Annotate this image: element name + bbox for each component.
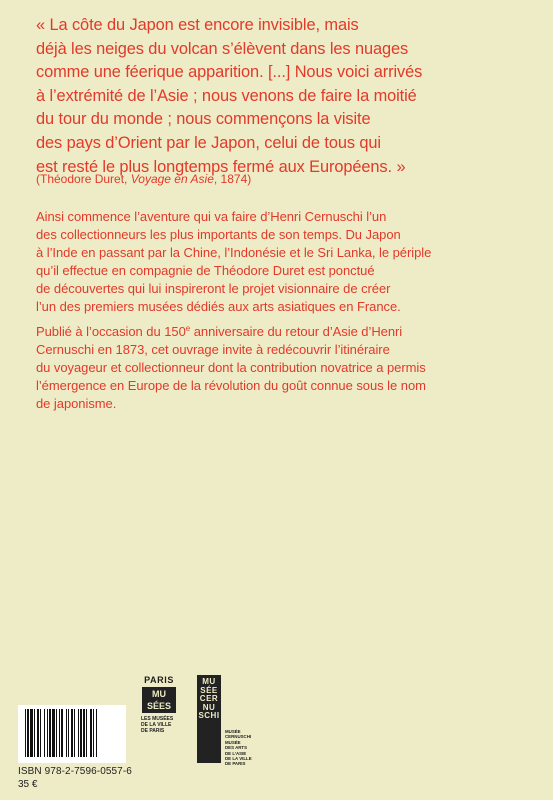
logo-sub-text: LES MUSÉES [141,716,174,722]
logo-sub-text: DE LA VILLE [141,722,172,728]
barcode-bar [90,709,92,757]
barcode-bar [44,709,45,757]
citation-work: Voyage en Asie [130,172,214,186]
barcode-bar [52,709,55,757]
paris-musees-title: PARIS [144,675,174,685]
quote-line: comme une féerique apparition. [...] Nous voici arrivés [36,63,423,82]
logo-sub-text: DE PARIS [225,761,246,767]
barcode-bar [59,709,60,757]
barcode-bar [96,709,97,757]
logo-sub-text: DE PARIS [141,728,165,734]
barcode-bar [71,709,73,757]
paris-musees-subtitle [137,716,181,734]
paragraph-line: Ainsi commence l’aventure qui va faire d’Henri Cernuschi l’un [36,209,387,224]
barcode-bar [34,709,35,757]
barcode-bar [27,709,29,757]
cernuschi-subtitle [225,729,252,767]
barcode-bar [25,709,26,757]
paragraph-line: de japonisme. [36,396,117,411]
paragraph-line: des collectionneurs les plus importants de son temps. Du Japon [36,227,401,242]
paragraph-line: du voyageur et collectionneur dont la contribution novatrice a permis [36,360,426,375]
description-paragraph-2 [36,323,536,413]
cernuschi-logo [197,675,221,763]
barcode [18,705,126,763]
barcode-bar [80,709,82,757]
barcode-bar [61,709,63,757]
quote-line: du tour du monde ; nous commençons la visite [36,110,371,129]
quote-line: est resté le plus longtemps fermé aux Européens. » [36,157,406,176]
citation-author: (Théodore Duret, [36,172,131,186]
quote-block [36,14,536,179]
logo-sub-text: DE LA VILLE [225,756,252,762]
barcode-graphic [23,709,121,759]
barcode-bar [86,709,87,757]
paragraph-line-text: Publié à l’occasion du 150 [36,324,186,339]
isbn-label: ISBN 978-2-7596-0557-6 [18,766,132,777]
paris-musees-box [142,687,176,713]
paragraph-line: de découvertes qui lui inspireront le projet visionnaire de créer [36,281,391,296]
barcode-bar [68,709,69,757]
barcode-bar [93,709,94,757]
logo-box-text: SÉE [200,685,218,695]
quote-line: « La côte du Japon est encore invisible, mais [36,16,359,34]
logo-sub-text: MUSÉE [225,729,241,734]
quote-line: à l’extrémité de l’Asie ; nous venons de faire la moitié [36,86,417,105]
barcode-bar [74,709,75,757]
logo-box-text: SCHI [198,711,220,721]
barcode-bar [66,709,67,757]
barcode-bar [30,709,33,757]
logo-box-text: NU [202,702,216,712]
barcode-bar [47,709,48,757]
quote-line: des pays d’Orient par le Japon, celui de tous qui [36,133,381,152]
paragraph-line: à l’Inde en passant par la Chine, l’Indonésie et le Sri Lanka, le périple [36,245,432,260]
paragraph-line: l’émergence en Europe de la révolution du goût connue sous le nom [36,378,426,393]
barcode-bar [83,709,85,757]
price-label: 35 € [18,779,38,790]
barcode-bar [78,709,79,757]
barcode-bar [49,709,51,757]
description-paragraph-1 [36,208,536,316]
logo-box-text: CER [199,694,219,704]
logo-sub-text: DE L’ASIE [225,750,247,756]
ordinal-superscript: e [185,324,191,333]
barcode-bar [56,709,57,757]
paris-musees-logo [137,675,181,734]
logo-box-text: MU [152,689,166,699]
paragraph-line: qu’il effectue en compagnie de Théodore Duret est ponctué [36,263,375,278]
citation-year: , 1874) [213,172,252,186]
paragraph-line [36,323,536,341]
paragraph-line-text: anniversaire du retour d’Asie d’Henri [190,324,403,339]
logo-box-text: SÉES [146,701,171,711]
logo-sub-text: DES ARTS [225,745,248,751]
barcode-bar [37,709,39,757]
paragraph-line: Cernuschi en 1873, cet ouvrage invite à redécouvrir l’itinéraire [36,342,390,357]
paragraph-line: l’un des premiers musées dédiés aux arts asiatiques en France. [36,299,401,314]
logo-box-text: MU [202,677,216,686]
barcode-bar [40,709,41,757]
quote-citation [36,171,251,187]
logo-sub-text: CERNUSCHI [225,734,252,740]
logo-sub-text: MUSÉE [225,739,241,745]
quote-line: déjà les neiges du volcan s’élèvent dans les nuages [36,39,409,58]
